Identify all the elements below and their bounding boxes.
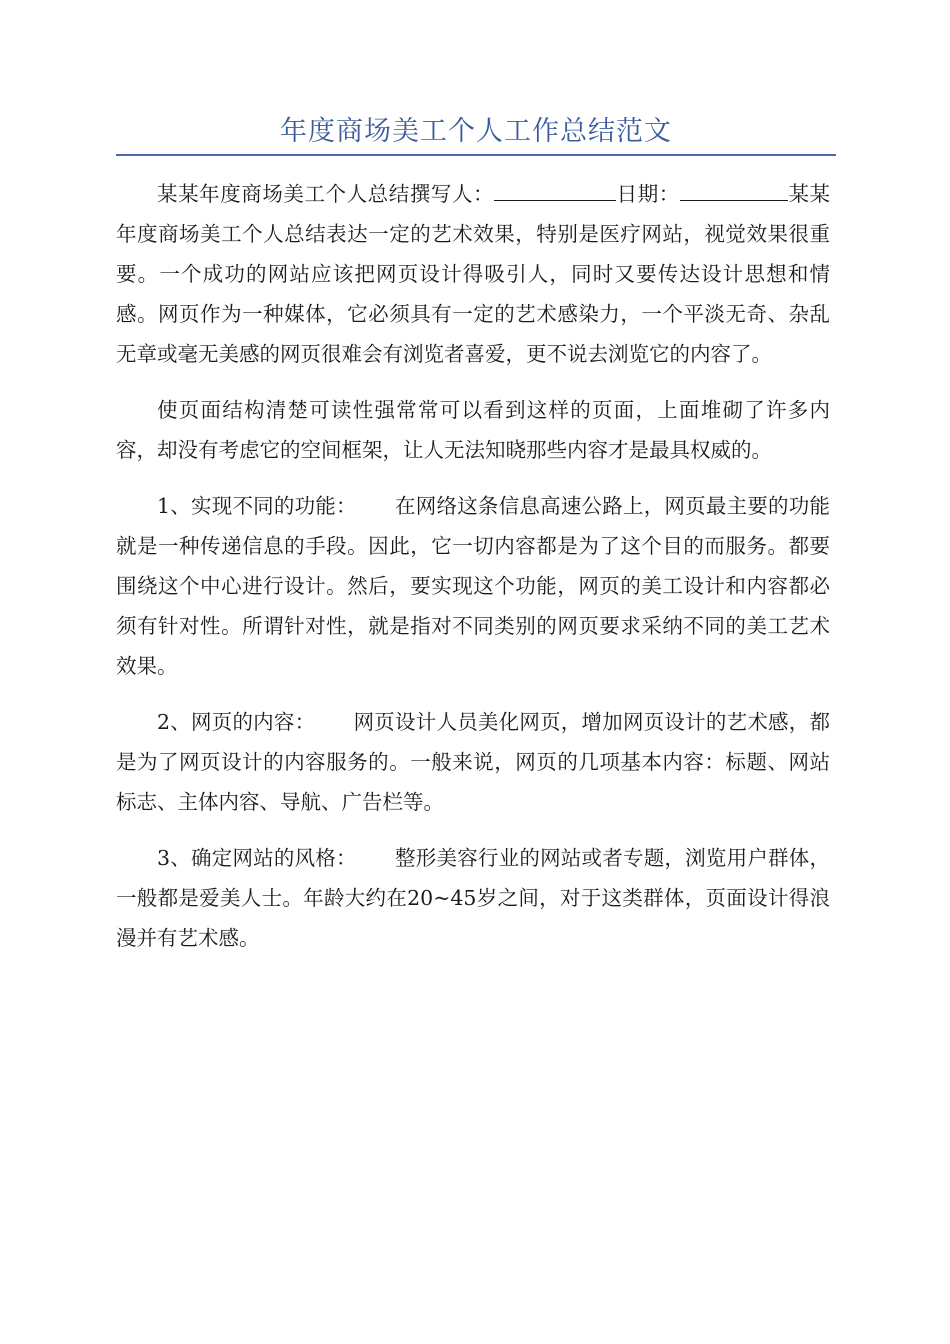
intro-paragraph: [116, 174, 830, 374]
document-body: [116, 174, 830, 974]
section-2-heading: 2、网页的内容：: [157, 710, 316, 734]
section-2-paragraph: [116, 702, 830, 822]
section-1-heading: 1、实现不同的功能：: [157, 494, 357, 518]
date-label: 日期：: [616, 182, 680, 206]
intro-text: 某某年度商场美工个人总结表达一定的艺术效果，特别是医疗网站，视觉效果很重要。一个成功的网站应该把网页设计得吸引人，同时又要传达设计思想和情感。网页作为一种媒体，它必须具有一定的艺术感染力，一个平淡无奇、杂乱无章或毫无美感的网页很难会有浏览者喜爱，更不说去浏览它的内容了。: [116, 182, 831, 366]
document-title: 年度商场美工个人工作总结范文: [280, 116, 672, 147]
date-blank: [680, 178, 788, 201]
author-label: 某某年度商场美工个人总结撰写人：: [157, 182, 495, 206]
paragraph-structure: 使页面结构清楚可读性强常常可以看到这样的页面，上面堆砌了许多内容，却没有考虑它的空间框架，让人无法知晓那些内容才是最具权威的。: [116, 398, 830, 462]
section-1-text: 在网络这条信息高速公路上，网页最主要的功能就是一种传递信息的手段。因此，它一切内容都是为了这个目的而服务。都要围绕这个中心进行设计。然后，要实现这个功能，网页的美工设计和内容都必须有针对性。所谓针对性，就是指对不同类别的网页要求采纳不同的美工艺术效果。: [116, 494, 831, 678]
section-2-text: 网页设计人员美化网页，增加网页设计的艺术感，都是为了网页设计的内容服务的。一般来说，网页的几项基本内容：标题、网站标志、主体内容、导航、广告栏等。: [116, 710, 831, 814]
section-3-heading: 3、确定网站的风格：: [157, 846, 357, 870]
section-3-paragraph: [116, 838, 830, 958]
section-1-paragraph: [116, 486, 830, 686]
author-blank: [494, 178, 616, 201]
title-underline: [116, 154, 836, 156]
section-3-text: 整形美容行业的网站或者专题，浏览用户群体，一般都是爱美人士。年龄大约在20~45岁之间，对于这类群体，页面设计得浪漫并有艺术感。: [116, 846, 831, 950]
